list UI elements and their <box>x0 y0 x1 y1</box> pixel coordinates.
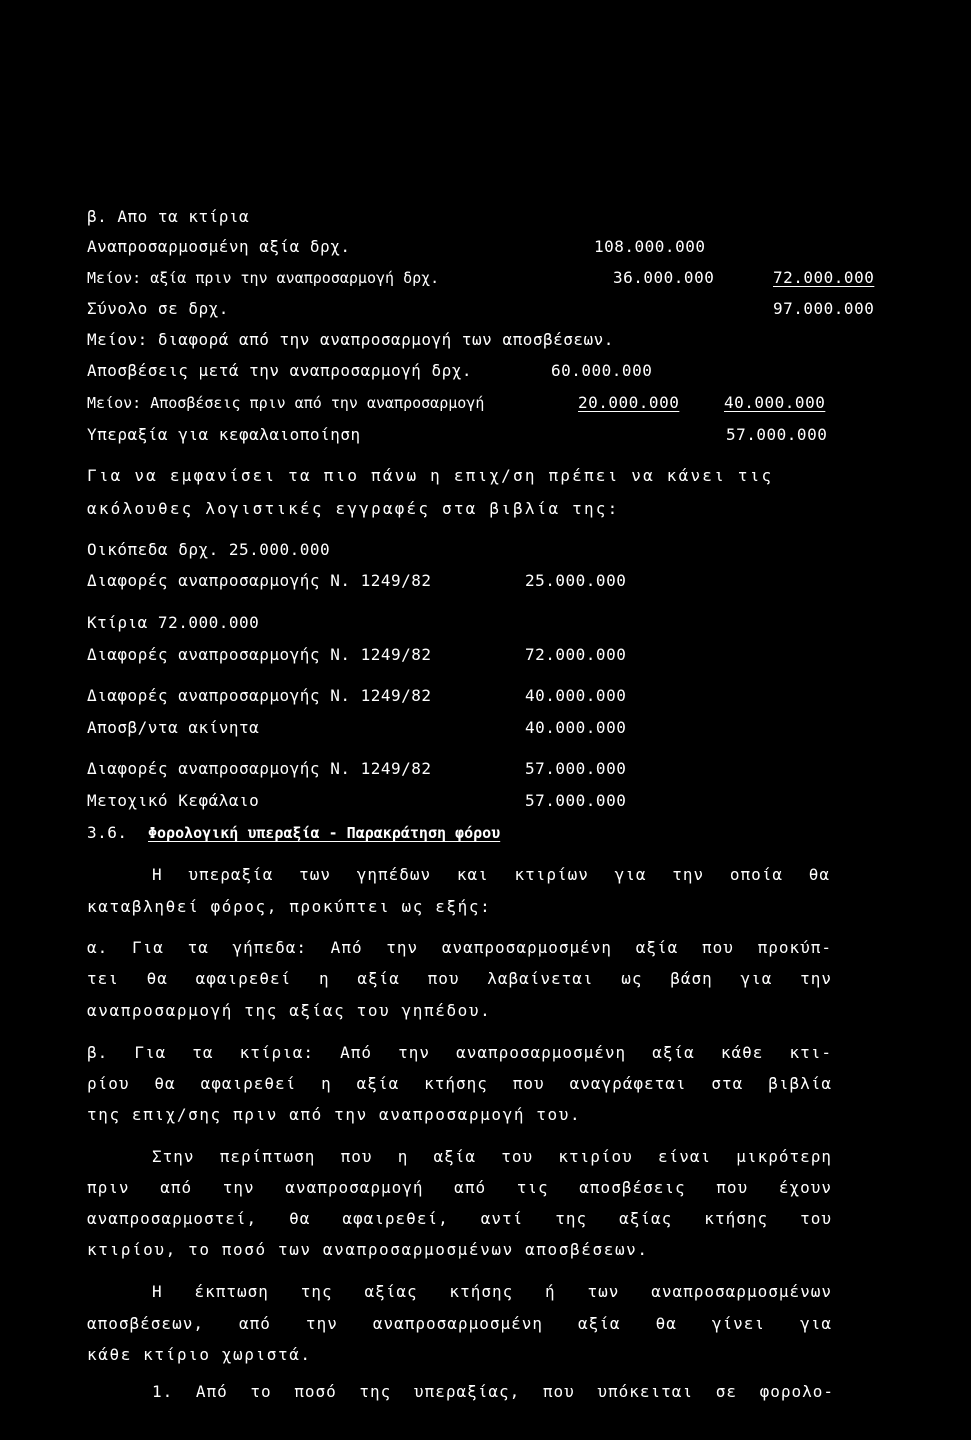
intro-line: Για να εμφανίσει τα πιο πάνω η επιχ/ση πρέπει να κάνει τις <box>87 466 774 485</box>
paragraph-line: κάθε κτίριο χωριστά. <box>87 1345 312 1364</box>
row-label: Μείον: διαφορά από την αναπροσαρμογή των αποσβέσεων. <box>87 330 614 349</box>
paragraph-line: τει θα αφαιρεθεί η αξία που λαβαίνεται ως βάση για την <box>87 969 832 988</box>
entry-credit-label: Μετοχικό Κεφάλαιο <box>87 791 260 810</box>
entry-credit-value: 57.000.000 <box>525 791 627 810</box>
row-label: Υπεραξία για κεφαλαιοποίηση <box>87 425 361 444</box>
row-label: Αποσβέσεις μετά την αναπροσαρμογή δρχ. <box>87 361 473 380</box>
paragraph-line: κτιρίου, το ποσό των αναπροσαρμοσμένων αποσβέσεων. <box>87 1240 649 1259</box>
entry-credit-label: Διαφορές αναπροσαρμογής Ν. 1249/82 <box>87 645 432 664</box>
paragraph-line: β. Για τα κτίρια: Από την αναπροσαρμοσμένη αξία κάθε κτι- <box>87 1043 832 1062</box>
entry-debit-value: 57.000.000 <box>525 759 627 778</box>
paragraph-line: ρίου θα αφαιρεθεί η αξία κτήσης που αναγράφεται στα βιβλία <box>87 1074 832 1093</box>
entry-credit-value: 25.000.000 <box>525 571 627 590</box>
paragraph-line: α. Για τα γήπεδα: Από την αναπροσαρμοσμένη αξία που προκύπ- <box>87 938 832 957</box>
paragraph-line: Η έκπτωση της αξίας κτήσης ή των αναπροσαρμοσμένων <box>152 1282 832 1301</box>
paragraph-line: καταβληθεί φόρος, προκύπτει ως εξής: <box>87 897 492 916</box>
paragraph-line: της επιχ/σης πριν από την αναπροσαρμογή του. <box>87 1105 582 1124</box>
paragraph-line: αποσβέσεων, από την αναπροσαρμοσμένη αξία θα γίνει για <box>87 1314 832 1333</box>
entry-debit: Οικόπεδα δρχ. 25.000.000 <box>87 540 331 559</box>
row-label: Μείον: Αποσβέσεις πριν από την αναπροσαρμογή <box>87 394 485 412</box>
paragraph-line: πριν από την αναπροσαρμογή από τις αποσβέσεις που έχουν <box>87 1178 832 1197</box>
section-heading: β. Απο τα κτίρια <box>87 207 250 226</box>
row-label: Σύνολο σε δρχ. <box>87 299 229 318</box>
entry-credit-value: 40.000.000 <box>525 718 627 737</box>
section-number: 3.6. <box>87 823 128 842</box>
row-total: 57.000.000 <box>726 425 828 444</box>
paragraph-line: αναπροσαρμογή της αξίας του γηπέδου. <box>87 1001 492 1020</box>
entry-credit-value: 72.000.000 <box>525 645 627 664</box>
row-value: 108.000.000 <box>594 237 706 256</box>
paragraph-line: Η υπεραξία των γηπέδων και κτιρίων για την οποία θα <box>152 865 830 884</box>
intro-line: ακόλουθες λογιστικές εγγραφές στα βιβλία της: <box>87 499 620 518</box>
entry-debit-label: Διαφορές αναπροσαρμογής Ν. 1249/82 <box>87 686 432 705</box>
row-total: 97.000.000 <box>773 299 875 318</box>
row-value: 20.000.000 <box>578 393 680 412</box>
entry-debit-label: Διαφορές αναπροσαρμογής Ν. 1249/82 <box>87 759 432 778</box>
entry-debit: Κτίρια 72.000.000 <box>87 613 260 632</box>
entry-credit-label: Διαφορές αναπροσαρμογής Ν. 1249/82 <box>87 571 432 590</box>
row-label: Αναπροσαρμοσμένη αξία δρχ. <box>87 237 351 256</box>
paragraph-line: Στην περίπτωση που η αξία του κτιρίου είναι μικρότερη <box>152 1147 832 1166</box>
section-title: Φορολογική υπεραξία - Παρακράτηση φόρου <box>148 824 501 842</box>
row-total: 72.000.000 <box>773 268 875 287</box>
row-value: 60.000.000 <box>551 361 653 380</box>
entry-debit-value: 40.000.000 <box>525 686 627 705</box>
row-total: 40.000.000 <box>724 393 826 412</box>
row-value: 36.000.000 <box>613 268 715 287</box>
row-label: Μείον: αξία πριν την αναπροσαρμογή δρχ. <box>87 269 440 287</box>
paragraph-line: αναπροσαρμοστεί, θα αφαιρεθεί, αντί της αξίας κτήσης του <box>87 1209 832 1228</box>
paragraph-line: 1. Από το ποσό της υπεραξίας, που υπόκειται σε φορολο- <box>152 1382 834 1401</box>
entry-credit-label: Αποσβ/ντα ακίνητα <box>87 718 260 737</box>
